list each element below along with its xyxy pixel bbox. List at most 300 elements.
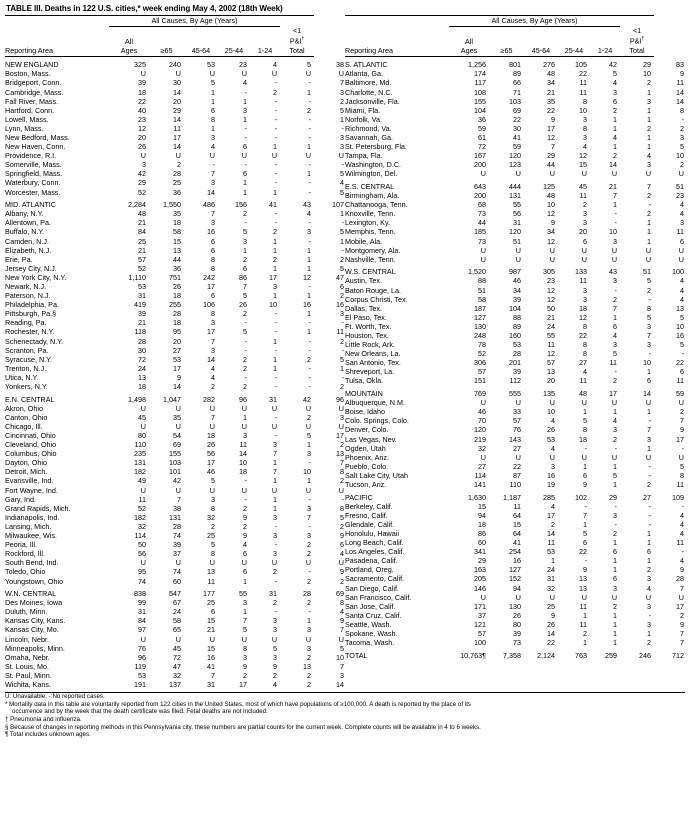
cell-value: U [175,421,181,431]
cell-value: U [338,69,344,79]
cell-value: 57 [547,358,555,368]
cell-value: 119 [134,661,146,671]
table-row [5,178,345,187]
cell-value: 7 [211,169,215,179]
cell-value: 27 [643,492,652,502]
cell-value: 18 [173,291,181,301]
header-group-row-right [345,16,685,27]
cell-value: 4 [211,142,215,152]
cell-value: - [648,510,652,520]
cell-value: - [244,133,247,143]
cell-value: 95 [138,567,146,577]
table-layout-grid [5,15,685,689]
cell-value: 248 [474,330,486,340]
cell-value: 1 [613,461,618,471]
cell-value: 285 [543,492,555,502]
cell-value: 3 [273,549,278,559]
cell-value: 2 [340,576,344,586]
cell-value: 70 [478,416,486,426]
cell-value: 8 [583,349,587,359]
city-label: St. Paul, Minn. [5,670,52,680]
table-row [5,227,345,236]
cell-value: 27 [173,345,181,355]
city-label: Washington, D.C. [345,160,402,170]
cell-value: - [274,576,278,586]
table-row [5,97,345,106]
cell-value: 69 [173,440,181,450]
table-row [5,327,345,336]
cell-value: U [271,558,278,568]
cell-value: U [209,421,215,431]
cell-value: 6 [680,236,684,246]
cell-value: 5 [647,312,652,322]
cell-value: U [271,151,278,161]
cell-value: 73 [513,638,521,648]
cell-value: 133 [575,267,587,277]
cell-value: U [271,421,278,431]
cell-value: U [549,169,555,179]
cell-value: 2 [340,336,344,346]
cell-value: 7 [273,449,278,459]
cell-value: 13 [173,245,181,255]
cell-value: 14 [676,96,684,106]
cell-value: U [209,485,215,495]
cell-value: 12 [547,236,555,246]
cell-value: 14 [173,142,181,152]
cell-value: - [308,607,312,617]
cell-value: 23 [138,114,146,124]
cell-value: - [614,218,618,228]
cell-value: U [645,592,652,602]
header-col-row [5,26,345,56]
city-label: Dallas, Tex. [345,303,383,313]
cell-value: 31 [138,607,146,617]
cell-value: 7 [680,638,684,648]
city-label: Fresno, Calif. [345,510,388,520]
cell-value: U [515,169,521,179]
cell-value: 17 [207,458,215,468]
header-col-row-right [345,26,685,56]
cell-value: 5 [273,643,278,653]
cell-value: 16 [207,227,215,237]
cell-value: 28 [676,574,684,584]
cell-value: 45 [579,181,587,191]
cell-value: 88 [513,312,521,322]
cell-value: 2 [273,254,278,264]
cell-value: 10 [643,358,652,368]
cell-value: - [614,285,618,295]
cell-value: - [341,123,344,133]
cell-value: 3 [211,494,215,504]
cell-value: 2 [243,521,247,531]
cell-value: U [271,485,278,495]
cell-value: 80 [138,431,146,441]
cell-value: 38 [336,60,344,70]
cell-value: - [308,78,312,88]
cell-value: 4 [340,549,344,559]
cell-value: 14 [239,449,247,459]
city-label: Camden, N.J. [5,236,49,246]
cell-value: - [274,345,278,355]
cell-value: 29 [643,60,652,70]
table-row [345,246,685,255]
cell-value: 96 [336,394,344,404]
city-label: Pittsburgh, Pa.§ [5,309,57,319]
cell-value: 40 [138,105,146,115]
cell-value: 18 [239,467,247,477]
cell-value: U [305,69,312,79]
region-label: E.N. CENTRAL [5,394,55,404]
cell-value: 1 [647,407,652,417]
cell-value: 13 [138,372,146,382]
cell-value: 341 [474,547,486,557]
city-label: South Bend, Ind. [5,558,59,568]
cell-value: 4 [307,209,312,219]
cell-value: 3 [680,218,684,228]
cell-value: - [274,218,278,228]
footnote-dagger: † Pneumonia and influenza. [5,715,82,723]
cell-value: 5 [307,431,312,441]
cell-value: 1 [340,236,344,246]
cell-value: 45 [138,412,146,422]
cell-value: 35 [173,209,181,219]
cell-value: 1 [273,458,278,468]
cell-value: 28 [173,169,181,179]
mortality-table-right [345,15,685,660]
cell-value: 1 [243,412,247,422]
cell-value: 114 [474,470,486,480]
cell-value: 1 [647,114,652,124]
table-row [5,476,345,485]
cell-value: 47 [336,272,344,282]
header-all-causes-left: All Causes, By Age (Years) [109,16,280,27]
cell-value: 9 [177,372,181,382]
cell-value: 11 [579,191,587,201]
cell-value: - [308,363,312,373]
cell-value: - [274,169,278,179]
cell-value: 1 [340,209,344,219]
cell-value: 22 [579,330,587,340]
cell-value: 13 [547,367,555,377]
cell-value: - [584,443,587,453]
cell-value: 74 [173,567,181,577]
cell-value: 17 [207,327,215,337]
cell-value: U [678,592,684,602]
cell-value: 4 [680,519,684,529]
cell-value: - [308,318,312,328]
cell-value: 13 [207,567,215,577]
cell-value: 22 [579,547,587,557]
table-row [5,364,345,373]
city-label: Chattanooga, Tenn. [345,200,408,210]
cell-value: 29 [547,151,555,161]
cell-value: 3 [613,583,618,593]
cell-value: U [241,69,247,79]
cell-value: 219 [474,434,486,444]
cell-value: 2 [307,412,312,422]
cell-value: U [611,398,618,408]
cell-value: - [341,345,344,355]
city-label: Savannah, Ga. [345,133,393,143]
city-label: Phoenix, Ariz. [345,452,389,462]
cell-value: 3 [211,318,215,328]
cell-value: 1 [307,327,312,337]
city-label: Tacoma, Wash. [345,638,395,648]
table-row [5,218,345,227]
cell-value: 10 [336,652,344,662]
cell-value: U [209,151,215,161]
header-45-64-left: 45-64 [184,26,218,56]
city-label: Atlanta, Ga. [345,69,383,79]
cell-value: U [515,592,521,602]
cell-value: 8 [340,503,344,513]
cell-value: 2 [340,521,344,531]
cell-value: U [480,452,486,462]
cell-value: 5 [680,461,684,471]
cell-value: 21 [547,87,555,97]
cell-value: 1 [613,538,618,548]
cell-value: U [305,485,312,495]
cell-value: U [338,403,344,413]
city-label: Lansing, Mich. [5,521,52,531]
cell-value: 86 [239,272,247,282]
cell-value: 101 [169,467,181,477]
cell-value: 49 [138,476,146,486]
city-label: Somerville, Mass. [5,160,62,170]
city-label: Pueblo, Colo. [345,461,389,471]
cell-value: 108 [474,87,486,97]
cell-value: 6 [211,291,215,301]
cell-value: 3 [211,218,215,228]
city-label: Seattle, Wash. [345,619,392,629]
cell-value: 94 [478,510,486,520]
cell-value: 5 [340,263,344,273]
cell-value: 1 [243,114,247,124]
table-row [5,78,345,87]
cell-value: 151 [474,376,486,386]
cell-value: 4 [613,133,618,143]
cell-value: U [645,398,652,408]
cell-value: 23 [239,60,247,70]
cell-value: 1 [647,133,652,143]
city-label: Cleveland, Ohio [5,440,57,450]
table-row [345,209,685,218]
cell-value: 9 [583,565,587,575]
table-row [345,398,685,407]
table-row [345,169,685,178]
city-label: St. Louis, Mo. [5,661,49,671]
cell-value: 5 [340,227,344,237]
cell-value: 17 [239,680,247,690]
cell-value: - [274,105,278,115]
cell-value: 67 [173,598,181,608]
cell-value: 96 [138,652,146,662]
cell-value: 3 [647,96,652,106]
cell-value: 1 [243,187,247,197]
cell-value: 42 [609,60,618,70]
cell-value: 486 [203,200,215,210]
cell-value: 1 [583,638,587,648]
table-row [345,407,685,416]
header-lt1-left [280,26,314,56]
right-panel [345,15,685,689]
cell-value: 46 [207,467,215,477]
cell-value: 769 [474,389,486,399]
cell-value: 43 [303,200,312,210]
city-label: San Francisco, Calif. [345,592,412,602]
left-table-body [5,56,345,689]
cell-value: - [274,133,278,143]
cell-value: 2 [243,363,247,373]
cell-value: 3 [551,461,555,471]
table-row [345,313,685,322]
cell-value: 9 [551,114,555,124]
city-label: Hartford, Conn. [5,105,55,115]
cell-value: U [271,634,278,644]
city-label: Corpus Christi, Tex. [345,294,408,304]
cell-value: 59 [513,142,521,152]
cell-value: 18 [138,382,146,392]
header-pni-right-line2: Total [629,45,645,55]
cell-value: 3 [307,227,312,237]
table-row [5,449,345,458]
cell-value: U [338,421,344,431]
city-label: Ft. Worth, Tex. [345,321,392,331]
cell-value: 4 [551,501,555,511]
cell-value: - [244,494,247,504]
city-label: Toledo, Ohio [5,567,46,577]
cell-value: 4 [613,78,618,88]
cell-value: - [308,178,312,188]
cell-value: 4 [273,680,278,690]
city-label: Columbus, Ohio [5,449,57,459]
cell-value: 9 [583,479,587,489]
cell-value: - [341,318,344,328]
cell-value: 8 [583,340,587,350]
cell-value: 1,630 [468,492,486,502]
cell-value: 1 [647,443,652,453]
cell-value: 55 [513,200,521,210]
cell-value: U [581,398,587,408]
city-label: Santa Cruz, Calif. [345,610,402,620]
header-group-row [5,16,345,27]
header-spacer [5,16,109,27]
cell-value: - [274,209,278,219]
city-label: Springfield, Mass. [5,169,63,179]
cell-value: U [611,592,618,602]
cell-value: 50 [547,303,555,313]
cell-value: 41 [513,133,521,143]
cell-value: 24 [173,607,181,617]
cell-value: 7 [680,583,684,593]
cell-value: 11 [207,576,215,586]
cell-value: 160 [509,330,521,340]
cell-value: 10 [676,321,684,331]
cell-value: 1 [613,200,618,210]
cell-value: 114 [134,531,146,541]
cell-value: 17 [173,363,181,373]
city-label: Waterbury, Conn. [5,178,61,188]
cell-value: 89 [513,69,521,79]
cell-value: U [549,245,555,255]
cell-value: 5 [211,540,215,550]
cell-value: 14 [173,114,181,124]
cell-value: 8 [340,467,344,477]
table-row [5,106,345,115]
city-label: Buffalo, N.Y. [5,227,45,237]
city-label: Montgomery, Ala. [345,245,401,255]
cell-value: U [209,634,215,644]
cell-value: 6 [647,547,652,557]
cell-value: 131 [134,458,146,468]
table-row [5,337,345,346]
city-label: Canton, Ohio [5,412,48,422]
cell-value: 47 [173,661,181,671]
cell-value: 5 [340,105,344,115]
table-row [345,178,685,191]
cell-value: 97 [138,625,146,635]
cell-value: 13 [303,661,312,671]
table-row [5,209,345,218]
cell-value: 18 [173,318,181,328]
cell-value: 3 [340,87,344,97]
cell-value: 26 [513,610,521,620]
header-all-ages-right [449,26,489,56]
cell-value: 21 [138,318,146,328]
cell-value: 6 [647,376,652,386]
cell-value: 191 [134,680,146,690]
cell-value: 22 [547,638,555,648]
cell-value: 26 [173,282,181,292]
cell-value: 3 [273,282,278,292]
cell-value: 14 [173,87,181,97]
cell-value: - [308,160,312,170]
cell-value: - [244,476,247,486]
city-label: Erie, Pa. [5,254,33,264]
cell-value: - [681,443,684,453]
cell-value: - [584,556,587,566]
cell-value: 2 [307,105,312,115]
cell-value: - [308,458,312,468]
cell-value: 801 [509,60,521,70]
cell-value: 3 [583,114,587,124]
table-row [345,538,685,547]
cell-value: 6 [613,321,618,331]
header-pni-right-line1: P&I [629,36,642,46]
cell-value: 21 [207,625,215,635]
cell-value: 3 [273,512,278,522]
cell-value: 20 [579,227,587,237]
table-row [5,653,345,662]
cell-value: 53 [547,547,555,557]
cell-value: 1 [211,123,215,133]
cell-value: 69 [513,105,521,115]
cell-value: U [581,254,587,264]
cell-value: U [515,398,521,408]
header-lt1-right [620,26,654,56]
table-row [345,584,685,593]
city-label: Akron, Ohio [5,403,43,413]
cell-value: 3 [583,294,587,304]
cell-value: 96 [239,394,247,404]
cell-value: 5 [243,625,247,635]
cell-value: U [241,421,247,431]
cell-value: U [480,254,486,264]
cell-value: 72 [138,354,146,364]
cell-value: 3 [613,276,618,286]
cell-value: 41 [207,661,215,671]
cell-value: 31 [207,680,215,690]
